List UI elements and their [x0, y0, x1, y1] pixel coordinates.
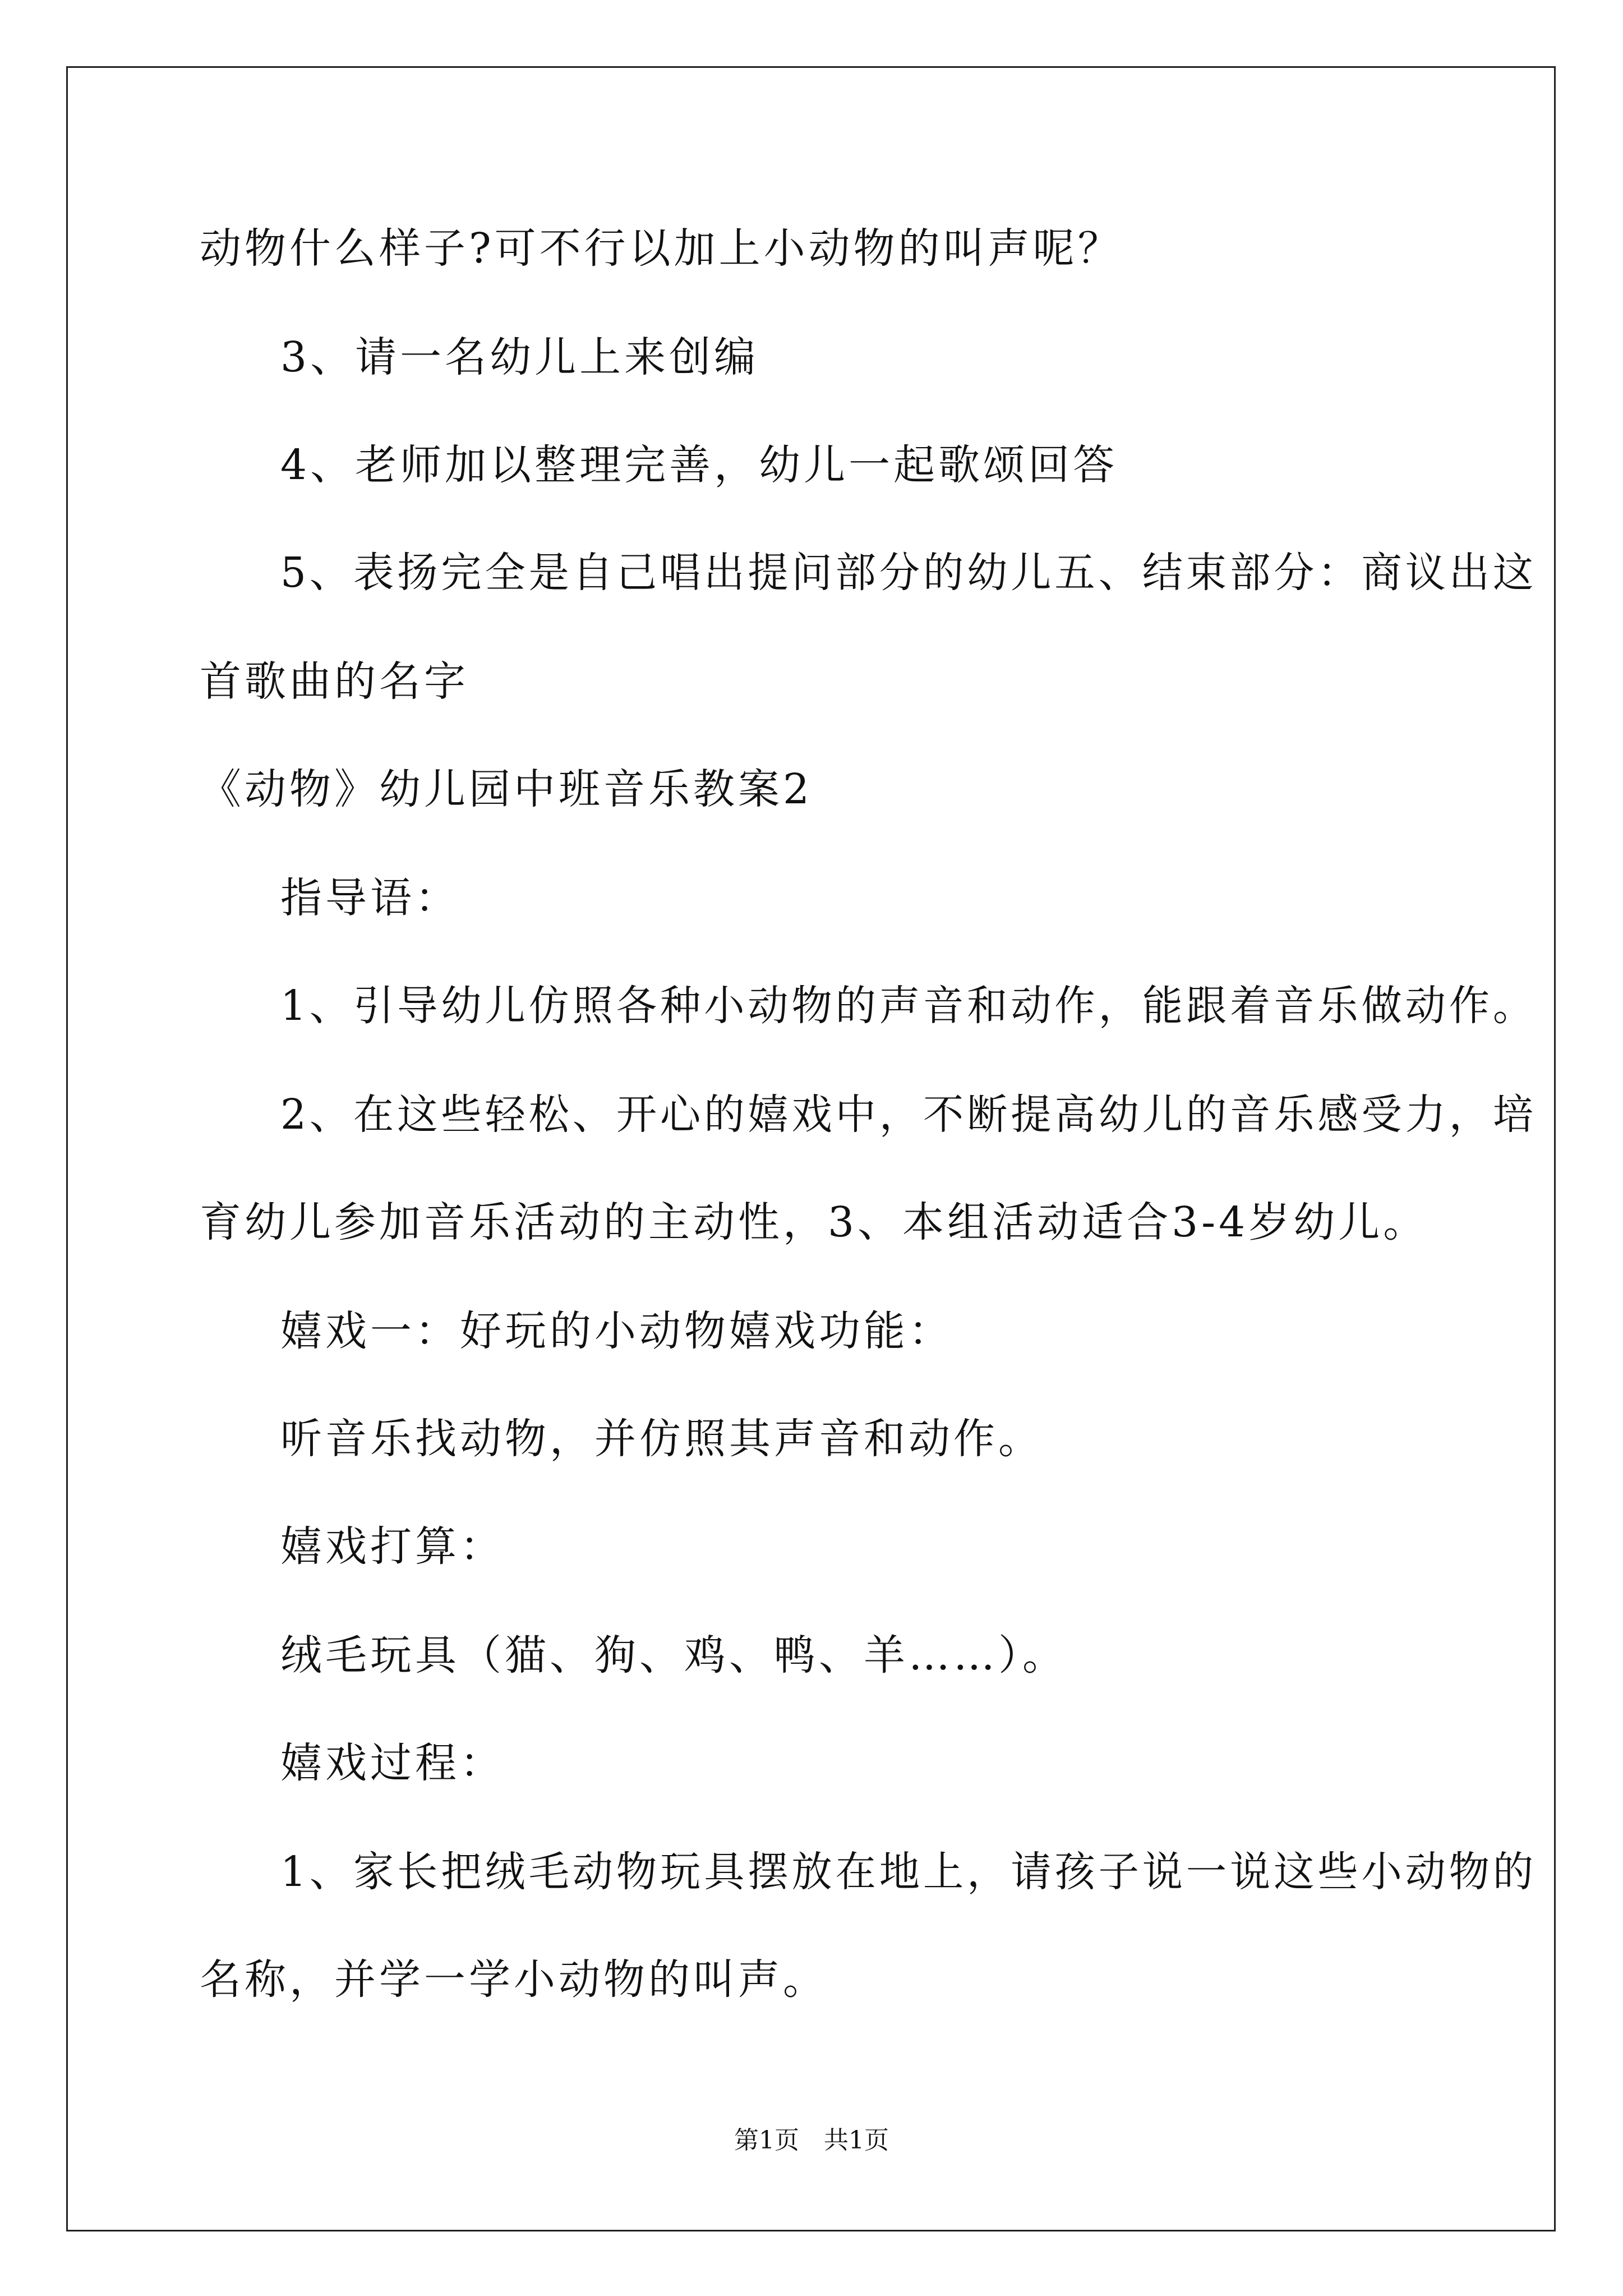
paragraph-line: 绒毛玩具（猫、狗、鸡、鸭、羊……）。 [280, 1631, 1067, 1680]
page-number-footer: 第1页 共1页 [734, 2126, 889, 2155]
paragraph-line: 1、家长把绒毛动物玩具摆放在地上，请孩子说一说这些小动物的 [280, 1848, 1537, 1896]
paragraph-line: 首歌曲的名字 [200, 657, 469, 706]
paragraph-line: 5、表扬完全是自己唱出提问部分的幼儿五、结束部分：商议出这 [280, 549, 1537, 597]
paragraph-line: 3、请一名幼儿上来创编 [280, 333, 759, 381]
page-border [66, 66, 1556, 2231]
paragraph-line: 嬉戏过程： [280, 1739, 505, 1787]
paragraph-line: 动物什么样子?可不行以加上小动物的叫声呢？ [200, 224, 1123, 273]
paragraph-line: 嬉戏打算： [280, 1522, 505, 1571]
paragraph-line: 指导语： [280, 874, 460, 922]
section-heading: 《动物》幼儿园中班音乐教案2 [200, 765, 813, 813]
paragraph-line: 4、老师加以整理完善，幼儿一起歌颂回答 [280, 441, 1118, 489]
paragraph-line: 听音乐找动物，并仿照其声音和动作。 [280, 1415, 1043, 1463]
paragraph-line: 2、在这些轻松、开心的嬉戏中，不断提高幼儿的音乐感受力，培 [280, 1091, 1537, 1139]
paragraph-line: 1、引导幼儿仿照各种小动物的声音和动作，能跟着音乐做动作。 [280, 982, 1537, 1030]
paragraph-line: 名称，并学一学小动物的叫声。 [200, 1955, 828, 2004]
paragraph-line: 育幼儿参加音乐活动的主动性，3、本组活动适合3-4岁幼儿。 [200, 1198, 1428, 1246]
paragraph-line: 嬉戏一：好玩的小动物嬉戏功能： [280, 1307, 953, 1355]
